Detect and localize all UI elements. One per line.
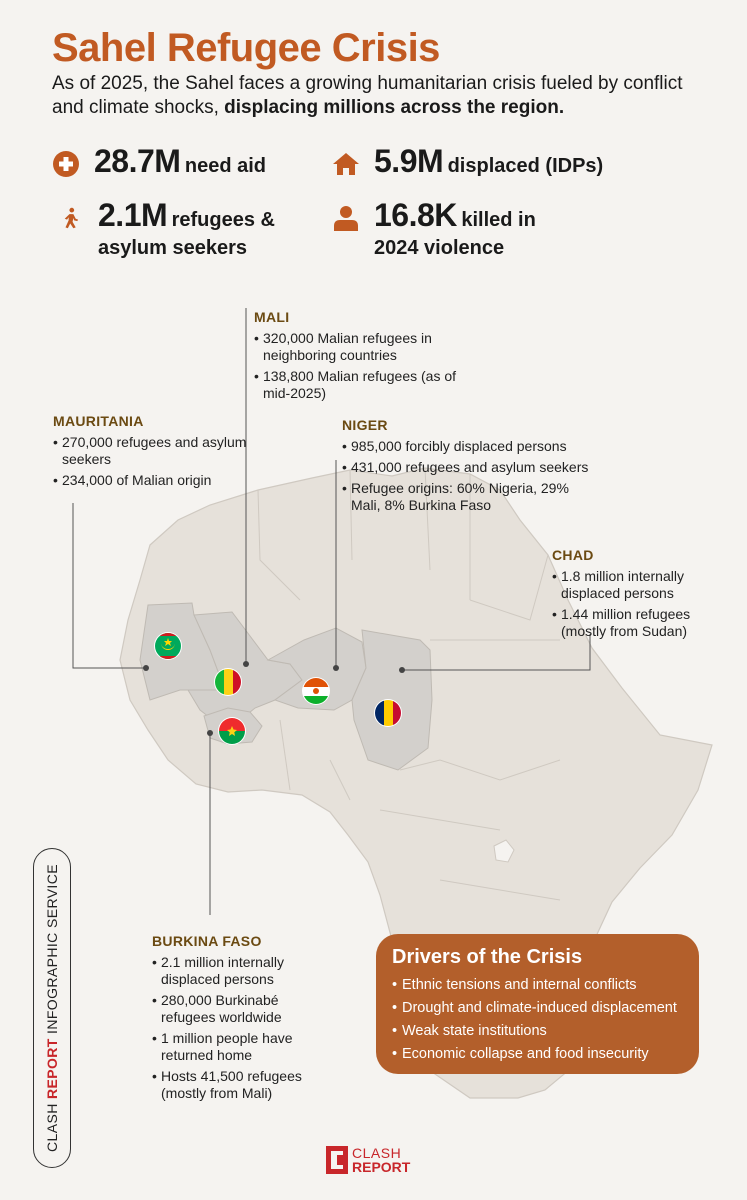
walking-person-icon <box>60 204 82 232</box>
list-item: • 138,800 Malian refugees (as of mid-2025) <box>254 368 459 402</box>
list-item: • Refugee origins: 60% Nigeria, 29% Mali, 8% Burkina Faso <box>342 480 602 514</box>
drivers-panel <box>376 934 699 1074</box>
stat-killed-value: 16.8K <box>374 197 457 233</box>
person-icon <box>332 204 360 232</box>
burkina-faso-heading: BURKINA FASO <box>152 933 262 949</box>
mali-heading: MALI <box>254 309 290 325</box>
driver-item: • Ethnic tensions and internal conflicts <box>392 977 683 994</box>
mauritania-dot <box>143 665 149 671</box>
chad-info <box>552 547 712 644</box>
medical-cross-icon <box>52 150 80 178</box>
stat-killed <box>332 197 536 259</box>
clash-report-logo-icon <box>326 1146 348 1174</box>
driver-item: • Weak state institutions <box>392 1023 683 1040</box>
niger-dot <box>333 665 339 671</box>
stat-killed-label: killed in <box>461 209 536 231</box>
burkina-dot <box>207 730 213 736</box>
stat-displaced-label: displaced (IDPs) <box>447 155 604 177</box>
driver-item: • Drought and climate-induced displacement <box>392 1000 683 1017</box>
intro-paragraph <box>52 72 702 120</box>
list-item: • 431,000 refugees and asylum seekers <box>342 459 602 476</box>
burkina-faso-flag-icon <box>218 717 246 745</box>
drivers-title: Drivers of the Crisis <box>392 946 583 968</box>
stat-refugees-value: 2.1M <box>98 197 168 233</box>
stat-displaced-value: 5.9M <box>374 143 444 179</box>
stat-aid-label: need aid <box>184 155 267 177</box>
mali-info <box>254 309 459 406</box>
stat-displaced <box>332 143 604 183</box>
service-badge-text: CLASH REPORT INFOGRAPHIC SERVICE <box>44 864 60 1152</box>
intro-emphasis: displacing millions across the region. <box>224 97 565 118</box>
clash-report-logo <box>326 1146 410 1174</box>
list-item: • 280,000 Burkinabé refugees worldwide <box>152 992 327 1026</box>
stat-refugees-label: refugees & <box>171 209 275 231</box>
driver-item: • Economic collapse and food insecurity <box>392 1046 683 1063</box>
chad-dot <box>399 667 405 673</box>
logo-line1: CLASH <box>352 1145 402 1161</box>
list-item: • 1.8 million internally displaced persons <box>552 568 712 602</box>
mauritania-flag-icon <box>154 632 182 660</box>
chad-heading: CHAD <box>552 547 594 563</box>
intro-text: As of 2025, the Sahel faces a growing humanitarian crisis fueled by conflict and climate shocks, <box>52 73 683 118</box>
list-item: • 1 million people have returned home <box>152 1030 327 1064</box>
niger-info <box>342 417 602 518</box>
list-item: • 2.1 million internally displaced persons <box>152 954 327 988</box>
mauritania-info <box>53 413 248 493</box>
mauritania-heading: MAURITANIA <box>53 413 144 429</box>
list-item: • 320,000 Malian refugees in neighboring countries <box>254 330 459 364</box>
page-title: Sahel Refugee Crisis <box>52 26 440 70</box>
list-item: • 270,000 refugees and asylum seekers <box>53 434 248 468</box>
mali-dot <box>243 661 249 667</box>
stat-need-aid <box>52 143 267 183</box>
niger-heading: NIGER <box>342 417 388 433</box>
stat-aid-value: 28.7M <box>94 143 181 179</box>
stat-killed-label2: 2024 violence <box>374 237 505 259</box>
stat-refugees <box>60 197 275 259</box>
burkina-faso-info <box>152 933 327 1106</box>
list-item: • 234,000 of Malian origin <box>53 472 248 489</box>
list-item: • 1.44 million refugees (mostly from Sudan) <box>552 606 712 640</box>
stat-refugees-label2: asylum seekers <box>98 237 248 259</box>
house-icon <box>332 150 360 178</box>
logo-line2: REPORT <box>352 1159 411 1175</box>
list-item: • Hosts 41,500 refugees (mostly from Mali) <box>152 1068 327 1102</box>
list-item: • 985,000 forcibly displaced persons <box>342 438 602 455</box>
